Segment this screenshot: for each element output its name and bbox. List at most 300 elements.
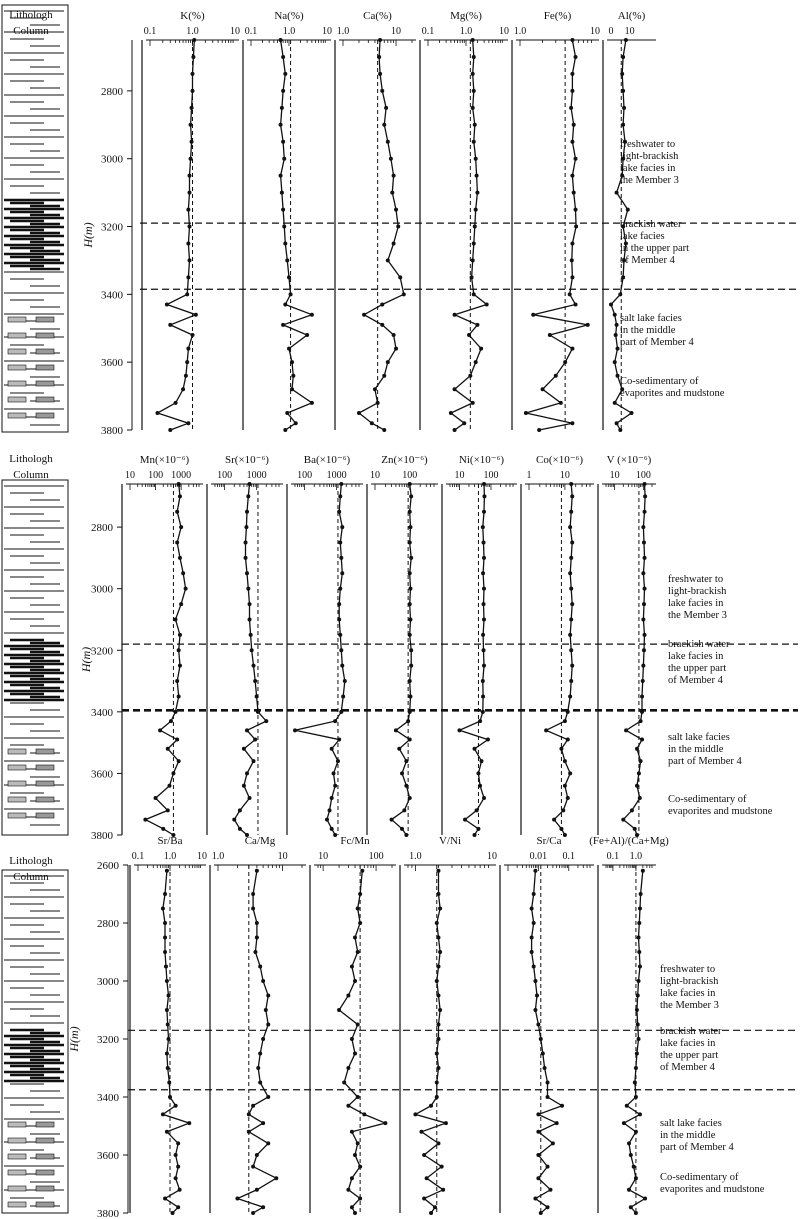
data-point	[476, 827, 480, 831]
data-point	[356, 1023, 360, 1027]
data-point	[635, 747, 639, 751]
data-point	[408, 602, 412, 606]
data-point	[616, 347, 620, 351]
data-point	[643, 482, 647, 486]
data-point	[463, 818, 467, 822]
data-point	[255, 869, 259, 873]
data-point	[382, 123, 386, 127]
data-point	[563, 719, 567, 723]
data-point	[192, 38, 196, 42]
track-tick-label: 1.0	[459, 26, 473, 37]
y-tick-label: 3200	[101, 221, 123, 234]
series-line	[295, 484, 345, 835]
data-point	[569, 556, 573, 560]
data-point	[188, 225, 192, 229]
data-point	[408, 525, 412, 529]
data-point	[248, 796, 252, 800]
evaporite-block	[36, 381, 54, 386]
data-point	[330, 827, 334, 831]
evaporite-block	[36, 1122, 54, 1127]
data-point	[638, 907, 642, 911]
data-point	[533, 869, 537, 873]
series-line	[624, 871, 645, 1213]
data-point	[422, 1153, 426, 1157]
data-point	[251, 1165, 255, 1169]
track-tick-label: 0.1	[131, 851, 145, 862]
y-axis-label: H(m)	[67, 1026, 81, 1052]
track-label: Mn(×10⁻⁶)	[139, 454, 190, 466]
data-point	[433, 1205, 437, 1209]
data-point	[574, 157, 578, 161]
data-point	[338, 587, 342, 591]
data-point	[187, 1121, 191, 1125]
data-point	[261, 1121, 265, 1125]
data-point	[638, 1112, 642, 1116]
data-point	[559, 401, 563, 405]
data-point	[485, 303, 489, 307]
data-point	[471, 72, 475, 76]
data-point	[554, 374, 558, 378]
data-point	[408, 587, 412, 591]
data-point	[570, 664, 574, 668]
track-tick-label: 1.0	[409, 851, 422, 862]
facies-annotation: lake facies in	[660, 1038, 716, 1049]
data-point	[346, 994, 350, 998]
data-point	[339, 648, 343, 652]
data-point	[638, 796, 642, 800]
evaporite-block	[8, 765, 26, 770]
data-point	[166, 1023, 170, 1027]
evaporite-block	[8, 381, 26, 386]
data-point	[537, 428, 541, 432]
data-point	[475, 323, 479, 327]
data-point	[643, 1197, 647, 1201]
data-point	[634, 1066, 638, 1070]
data-point	[546, 1165, 550, 1169]
data-point	[171, 771, 175, 775]
data-point	[435, 921, 439, 925]
track-tick-label: 10	[454, 470, 465, 481]
data-point	[360, 869, 364, 873]
track-tick-label: 0.1	[143, 26, 157, 37]
track-tick-label: 1.0	[629, 851, 643, 862]
data-point	[635, 784, 639, 788]
facies-annotation: Co-sedimentary of	[668, 794, 747, 805]
data-point	[370, 421, 374, 425]
data-point	[635, 1052, 639, 1056]
data-point	[570, 140, 574, 144]
data-point	[409, 556, 413, 560]
lithology-title: Column	[13, 25, 49, 37]
data-point	[620, 72, 624, 76]
data-point	[440, 1165, 444, 1169]
series-line	[339, 871, 385, 1213]
data-point	[641, 525, 645, 529]
facies-annotation: evaporites and mudstone	[668, 806, 773, 817]
data-point	[482, 482, 486, 486]
data-point	[251, 1211, 255, 1215]
data-point	[382, 428, 386, 432]
data-point	[544, 728, 548, 732]
data-point	[337, 617, 341, 621]
data-point	[568, 633, 572, 637]
data-point	[346, 1066, 350, 1070]
data-point	[242, 747, 246, 751]
evaporite-block	[36, 333, 54, 338]
facies-annotation: evaporites and mudstone	[660, 1184, 765, 1195]
facies-annotation: freshwater to	[620, 139, 676, 150]
data-point	[392, 241, 396, 245]
data-point	[279, 174, 283, 178]
data-point	[473, 747, 477, 751]
track-tick-label: 10	[590, 26, 600, 37]
data-point	[242, 784, 246, 788]
data-point	[343, 679, 347, 683]
data-point	[350, 1130, 354, 1134]
data-point	[249, 633, 253, 637]
data-point	[457, 728, 461, 732]
data-point	[163, 921, 167, 925]
data-point	[333, 719, 337, 723]
data-point	[473, 123, 477, 127]
data-point	[569, 648, 573, 652]
data-point	[191, 72, 195, 76]
data-point	[174, 1176, 178, 1180]
track-tick-label: 10	[370, 470, 380, 481]
data-point	[408, 738, 412, 742]
data-point	[568, 694, 572, 698]
data-point	[570, 174, 574, 178]
track-tick-label: 10	[559, 470, 570, 481]
data-point	[642, 541, 646, 545]
track-tick-label: 10	[318, 851, 329, 862]
data-point	[339, 556, 343, 560]
data-point	[474, 360, 478, 364]
data-point	[409, 494, 413, 498]
data-point	[357, 411, 361, 415]
evaporite-block	[8, 1186, 26, 1191]
data-point	[397, 747, 401, 751]
track-tick-label: 100	[297, 470, 313, 481]
track-label: Sr(×10⁻⁶)	[225, 454, 269, 466]
track-label: Sr/Ba	[157, 835, 183, 847]
data-point	[167, 994, 171, 998]
data-point	[471, 38, 475, 42]
facies-annotation: lake facies	[620, 231, 665, 242]
data-point	[161, 907, 165, 911]
data-point	[188, 191, 192, 195]
data-point	[568, 525, 572, 529]
facies-annotation: the upper part	[660, 1050, 719, 1061]
lithology-title: Column	[13, 871, 49, 883]
evaporite-block	[36, 781, 54, 786]
data-point	[252, 664, 256, 668]
data-point	[615, 421, 619, 425]
data-point	[338, 494, 342, 498]
data-point	[634, 1095, 638, 1099]
data-point	[175, 541, 179, 545]
data-point	[563, 759, 567, 763]
evaporite-block	[36, 765, 54, 770]
data-point	[261, 1037, 265, 1041]
data-point	[328, 808, 332, 812]
data-point	[563, 784, 567, 788]
data-point	[143, 818, 147, 822]
data-point	[337, 602, 341, 606]
data-point	[404, 759, 408, 763]
data-point	[569, 679, 573, 683]
data-point	[635, 1008, 639, 1012]
data-point	[235, 1197, 239, 1201]
data-point	[473, 833, 477, 837]
data-point	[258, 1052, 262, 1056]
data-point	[251, 1104, 255, 1108]
y-tick-label: 3800	[91, 830, 113, 842]
evaporite-block	[8, 333, 26, 338]
data-point	[569, 587, 573, 591]
data-point	[396, 225, 400, 229]
y-tick-label: 3800	[97, 1208, 119, 1219]
data-point	[336, 759, 340, 763]
data-point	[408, 510, 412, 514]
track-label: Ni(×10⁻⁶)	[458, 454, 505, 466]
facies-annotation: in the middle	[620, 325, 676, 336]
data-point	[166, 747, 170, 751]
data-point	[536, 1130, 540, 1134]
series-line	[526, 40, 588, 430]
data-point	[184, 587, 188, 591]
data-point	[386, 360, 390, 364]
data-point	[419, 1130, 423, 1134]
track-tick-label: 1000	[171, 470, 192, 481]
data-point	[546, 1095, 550, 1099]
evaporite-block	[8, 1122, 26, 1127]
data-point	[266, 994, 270, 998]
data-point	[541, 387, 545, 391]
data-point	[622, 106, 626, 110]
y-axis-label: H(m)	[81, 222, 95, 248]
data-point	[251, 907, 255, 911]
data-point	[191, 89, 195, 93]
data-point	[305, 333, 309, 337]
data-point	[179, 602, 183, 606]
data-point	[568, 292, 572, 296]
facies-annotation: lake facies in	[668, 651, 724, 662]
data-point	[337, 510, 341, 514]
data-point	[613, 313, 617, 317]
data-point	[640, 738, 644, 742]
data-point	[173, 710, 177, 714]
data-point	[173, 617, 177, 621]
data-point	[290, 387, 294, 391]
data-point	[621, 275, 625, 279]
data-point	[168, 1095, 172, 1099]
data-point	[245, 728, 249, 732]
evaporite-block	[8, 365, 26, 370]
facies-annotation: lake facies in	[668, 598, 724, 609]
data-point	[346, 1104, 350, 1108]
data-point	[453, 428, 457, 432]
track-label: Ca/Mg	[244, 835, 276, 847]
data-point	[383, 1121, 387, 1125]
data-point	[165, 869, 169, 873]
data-point	[613, 360, 617, 364]
y-tick-label: 3600	[101, 357, 123, 370]
data-point	[409, 648, 413, 652]
data-point	[400, 827, 404, 831]
data-point	[462, 421, 466, 425]
facies-annotation: the Member 3	[660, 1000, 719, 1011]
data-point	[287, 347, 291, 351]
data-point	[291, 374, 295, 378]
data-point	[264, 1008, 268, 1012]
data-point	[408, 796, 412, 800]
data-point	[287, 275, 291, 279]
data-point	[548, 1188, 552, 1192]
data-point	[177, 648, 181, 652]
data-point	[358, 921, 362, 925]
track-tick-label: 1.0	[163, 851, 177, 862]
data-point	[482, 556, 486, 560]
data-point	[530, 907, 534, 911]
data-point	[569, 617, 573, 621]
track-label: V/Ni	[439, 835, 461, 847]
data-point	[353, 1211, 357, 1215]
data-point	[482, 494, 486, 498]
data-point	[641, 571, 645, 575]
track-tick-label: 1000	[326, 470, 347, 481]
lithology-strata	[4, 11, 64, 425]
data-point	[238, 827, 242, 831]
data-point	[175, 510, 179, 514]
data-point	[293, 728, 297, 732]
data-point	[436, 994, 440, 998]
data-point	[232, 818, 236, 822]
data-point	[569, 510, 573, 514]
data-point	[609, 303, 613, 307]
data-point	[618, 292, 622, 296]
data-point	[350, 965, 354, 969]
data-point	[570, 72, 574, 76]
track-tick-label: 10	[197, 851, 207, 862]
track-tick-label: 100	[148, 470, 164, 481]
data-point	[266, 1141, 270, 1145]
data-point	[166, 1066, 170, 1070]
data-point	[468, 374, 472, 378]
evaporite-block	[36, 1186, 54, 1191]
data-point	[475, 808, 479, 812]
facies-annotation: the Member 3	[620, 175, 679, 186]
data-point	[189, 123, 193, 127]
data-point	[290, 360, 294, 364]
data-point	[639, 719, 643, 723]
data-point	[245, 571, 249, 575]
data-point	[169, 719, 173, 723]
data-point	[258, 1081, 262, 1085]
data-point	[438, 907, 442, 911]
data-point	[155, 411, 159, 415]
data-point	[178, 1188, 182, 1192]
track-tick-label: 0.1	[606, 851, 620, 862]
data-point	[530, 950, 534, 954]
facies-annotation: salt lake facies	[668, 732, 730, 743]
data-point	[568, 571, 572, 575]
data-point	[568, 771, 572, 775]
y-tick-label: 3400	[91, 706, 113, 719]
data-point	[621, 55, 625, 59]
y-tick-label: 3600	[91, 768, 113, 781]
data-point	[356, 950, 360, 954]
data-point	[530, 936, 534, 940]
data-point	[613, 401, 617, 405]
y-tick-label: 3400	[101, 289, 123, 302]
data-point	[178, 664, 182, 668]
evaporite-block	[36, 413, 54, 418]
data-point	[481, 525, 485, 529]
data-point	[408, 617, 412, 621]
data-point	[409, 664, 413, 668]
data-point	[248, 482, 252, 486]
facies-annotation: in the middle	[660, 1130, 716, 1141]
data-point	[641, 679, 645, 683]
y-tick-label: 3600	[97, 1150, 119, 1162]
data-point	[561, 808, 565, 812]
data-point	[362, 313, 366, 317]
data-point	[163, 936, 167, 940]
data-point	[559, 747, 563, 751]
data-point	[574, 225, 578, 229]
data-point	[636, 1023, 640, 1027]
data-point	[255, 694, 259, 698]
evaporite-block	[36, 749, 54, 754]
data-point	[429, 1104, 433, 1108]
data-point	[255, 921, 259, 925]
track-tick-label: 100	[635, 470, 651, 481]
data-point	[536, 1112, 540, 1116]
facies-annotation: part of Member 4	[668, 756, 742, 767]
data-point	[281, 89, 285, 93]
data-point	[186, 275, 190, 279]
data-point	[552, 818, 556, 822]
evaporite-block	[8, 797, 26, 802]
data-point	[570, 602, 574, 606]
data-point	[390, 818, 394, 822]
y-tick-label: 3800	[101, 425, 123, 437]
data-point	[175, 738, 179, 742]
y-tick-label: 3200	[91, 645, 113, 658]
data-point	[531, 313, 535, 317]
data-point	[394, 208, 398, 212]
data-point	[171, 1211, 175, 1215]
facies-annotation: lake facies in	[620, 163, 676, 174]
data-point	[281, 323, 285, 327]
track-tick-label: 1	[526, 470, 532, 481]
data-point	[179, 525, 183, 529]
data-point	[191, 55, 195, 59]
data-point	[482, 617, 486, 621]
data-point	[392, 174, 396, 178]
data-point	[176, 1205, 180, 1209]
data-point	[626, 208, 630, 212]
facies-annotation: of Member 4	[668, 675, 723, 686]
data-point	[541, 1052, 545, 1056]
data-point	[482, 664, 486, 668]
data-point	[380, 303, 384, 307]
data-point	[380, 323, 384, 327]
data-point	[283, 303, 287, 307]
data-point	[174, 1104, 178, 1108]
data-point	[637, 979, 641, 983]
